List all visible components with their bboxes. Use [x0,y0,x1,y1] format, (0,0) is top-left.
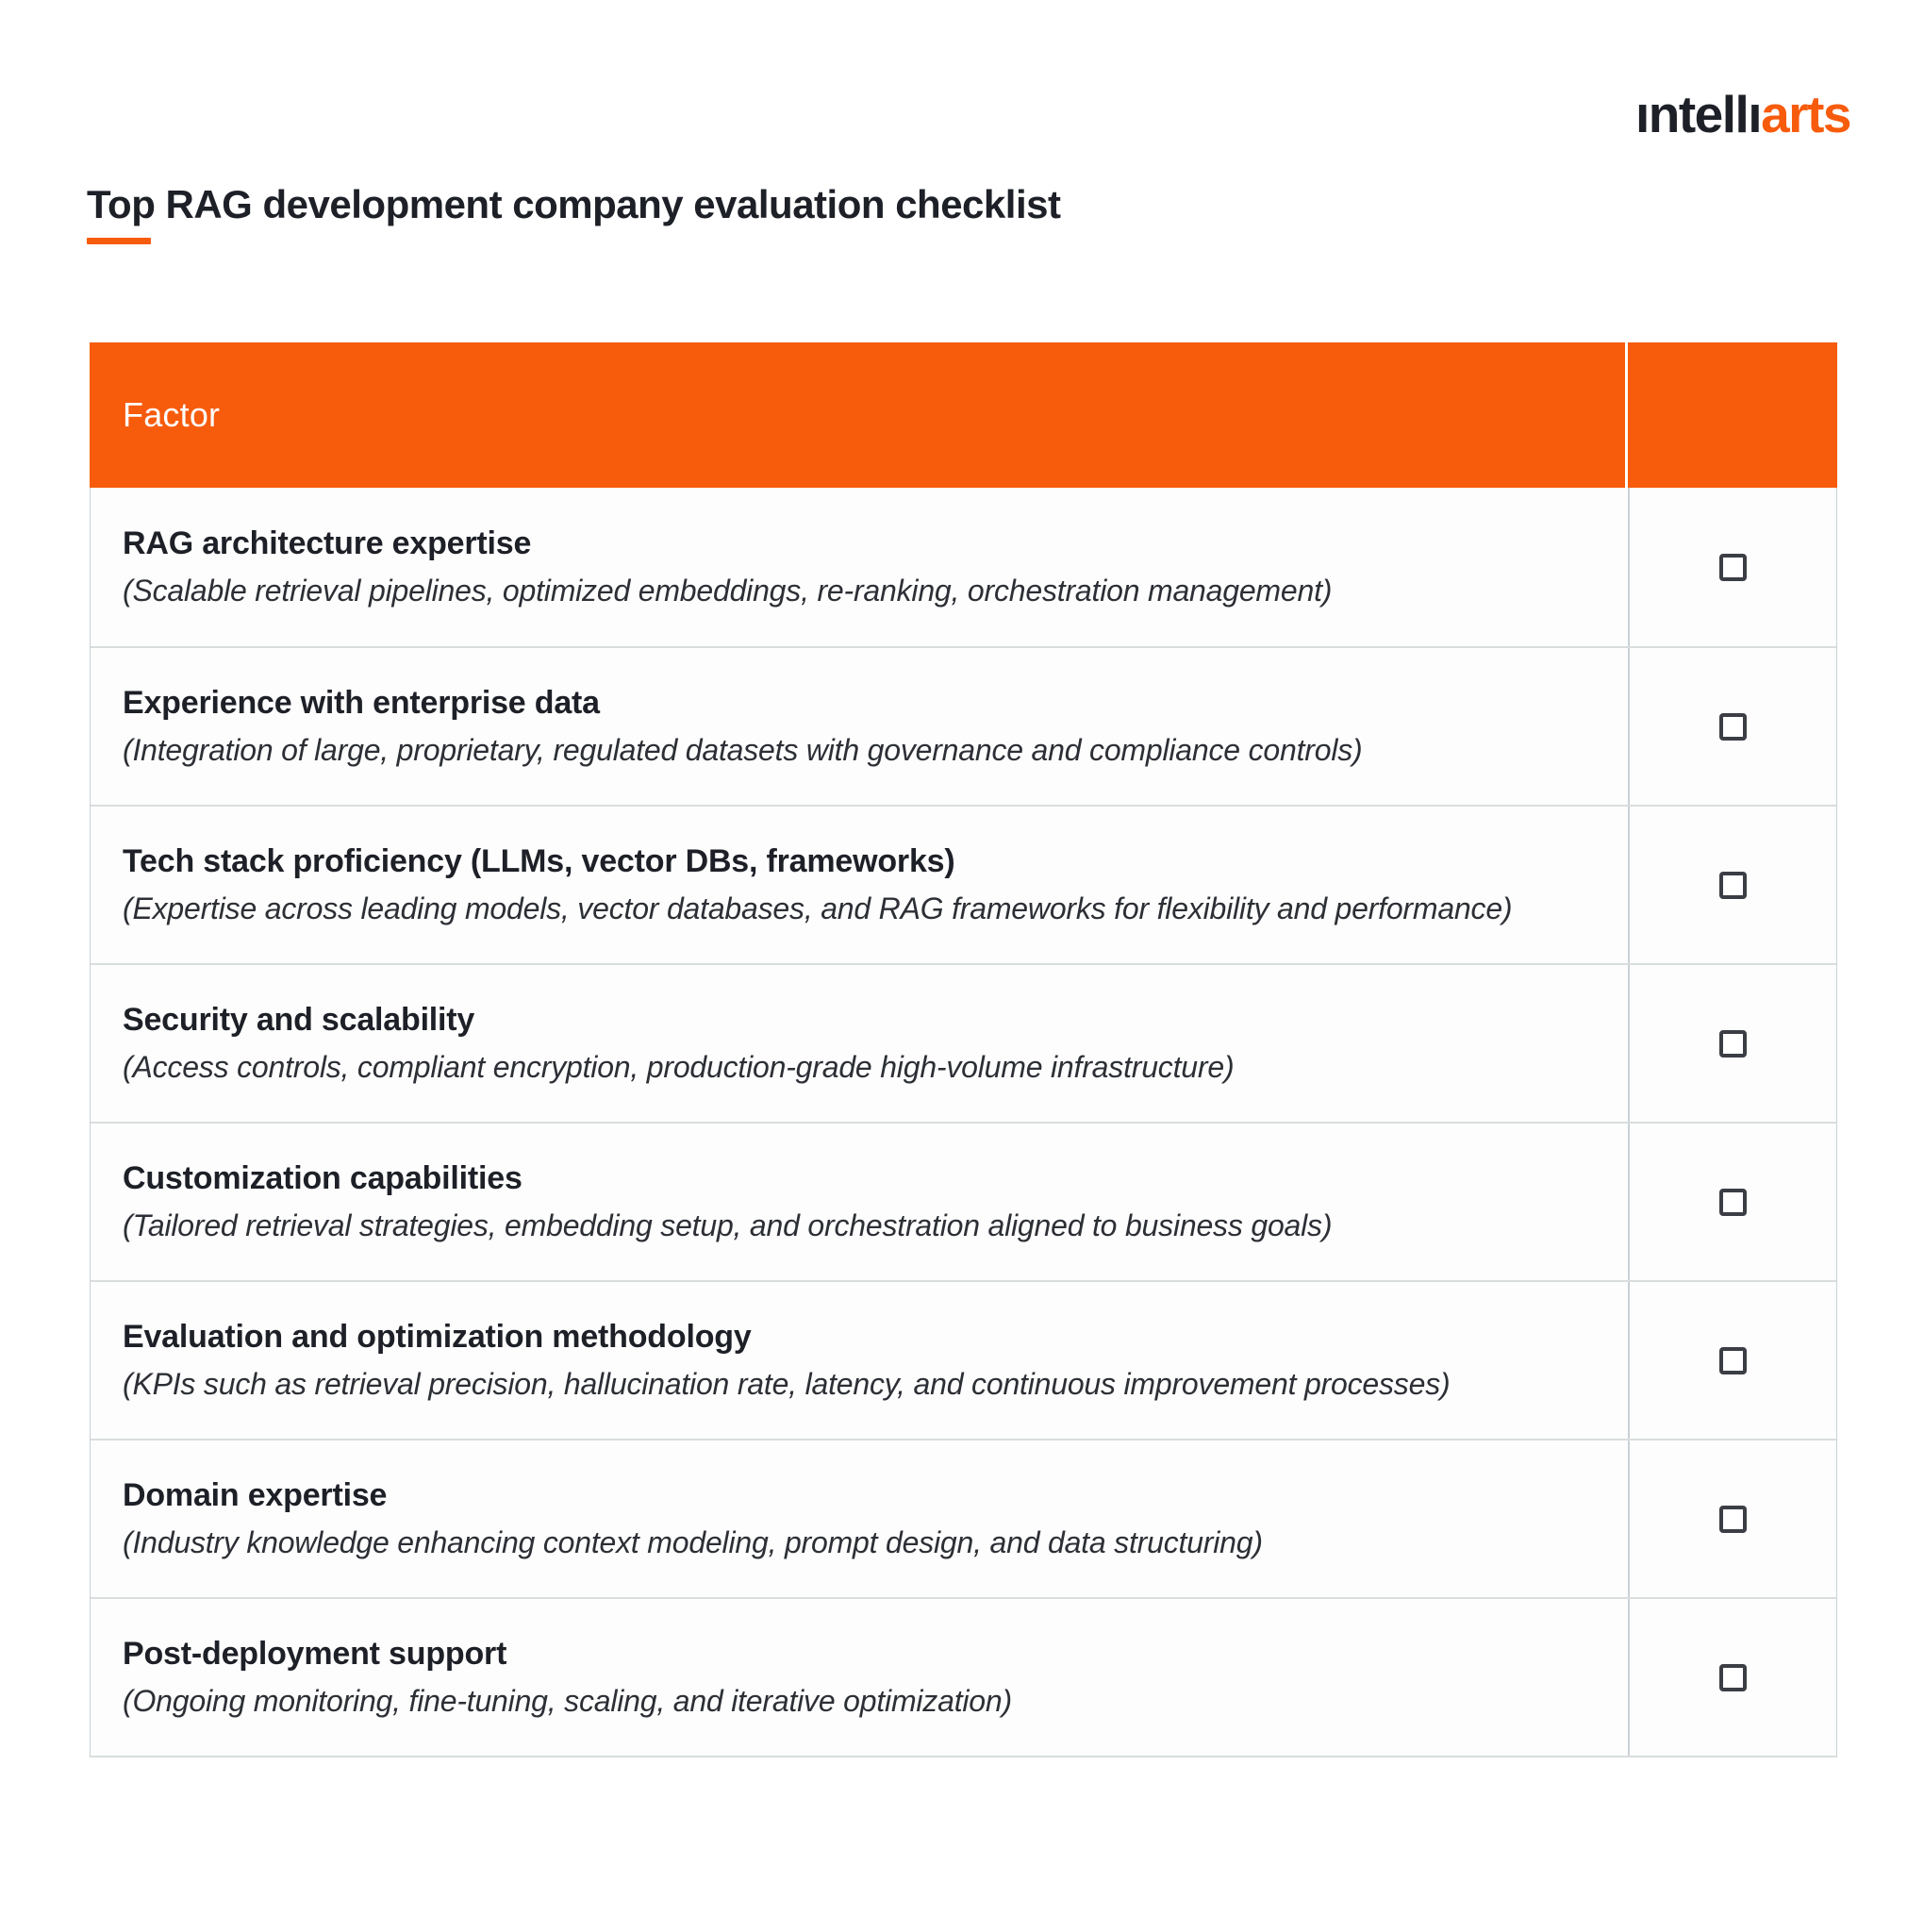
table-row [91,1597,1836,1756]
row-title: Customization capabilities [123,1160,522,1196]
row-description: (Access controls, compliant encryption, production-grade high-volume infrastructure) [123,1050,1235,1084]
row-title: Evaluation and optimization methodology [123,1319,752,1355]
checkbox-cell [1628,648,1836,805]
row-checkbox[interactable] [1719,1664,1747,1691]
factor-cell [91,807,1628,963]
table-header-row [90,342,1837,488]
factor-column-header: Factor [123,395,221,434]
row-title: Security and scalability [123,1002,475,1038]
row-description: (Tailored retrieval strategies, embedding setup, and orchestration aligned to business goals) [123,1208,1333,1242]
row-checkbox[interactable] [1719,1030,1747,1058]
factor-cell [91,488,1628,646]
checkbox-cell [1628,488,1836,646]
title-underline-accent [87,238,151,244]
table-row [91,805,1836,963]
checkbox-cell [1628,965,1836,1122]
checkbox-cell [1628,1599,1836,1756]
row-title: Domain expertise [123,1477,388,1513]
row-description: (Scalable retrieval pipelines, optimized embeddings, re-ranking, orchestration management) [123,574,1333,608]
row-description: (Industry knowledge enhancing context modeling, prompt design, and data structuring) [123,1525,1263,1559]
row-checkbox[interactable] [1719,554,1747,581]
table-row [91,488,1836,646]
intelliarts-logo [1634,85,1850,143]
row-description: (Expertise across leading models, vector databases, and RAG frameworks for flexibility and performance) [123,891,1513,925]
evaluation-checklist-table [90,342,1837,1757]
row-checkbox[interactable] [1719,713,1747,741]
logo-text-arts: arts [1761,85,1850,143]
row-title: Tech stack proficiency (LLMs, vector DBs, frameworks) [123,843,955,879]
row-checkbox[interactable] [1719,1506,1747,1533]
row-title: RAG architecture expertise [123,525,532,561]
checkbox-cell [1628,807,1836,963]
row-description: (Ongoing monitoring, fine-tuning, scaling, and iterative optimization) [123,1684,1012,1718]
row-description: (KPIs such as retrieval precision, hallucination rate, latency, and continuous improvement processes) [123,1367,1451,1401]
table-row [91,646,1836,805]
checkbox-cell [1628,1124,1836,1280]
row-checkbox[interactable] [1719,1347,1747,1374]
logo-text-intelli: ıntellı [1634,85,1762,143]
factor-cell [91,1282,1628,1439]
row-description: (Integration of large, proprietary, regulated datasets with governance and compliance controls) [123,733,1363,767]
page-title: Top RAG development company evaluation checklist [87,182,1061,226]
factor-cell [91,1441,1628,1597]
factor-cell [91,965,1628,1122]
row-checkbox[interactable] [1719,872,1747,899]
row-title: Experience with enterprise data [123,685,600,721]
table-row [91,1122,1836,1280]
table-row [91,963,1836,1122]
row-checkbox[interactable] [1719,1189,1747,1216]
factor-cell [91,1599,1628,1756]
table-body [90,488,1837,1757]
factor-cell [91,648,1628,805]
row-title: Post-deployment support [123,1636,507,1672]
table-row [91,1439,1836,1597]
checkbox-cell [1628,1282,1836,1439]
checkbox-cell [1628,1441,1836,1597]
factor-cell [91,1124,1628,1280]
checkbox-column-header [1628,342,1837,488]
table-row [91,1280,1836,1439]
